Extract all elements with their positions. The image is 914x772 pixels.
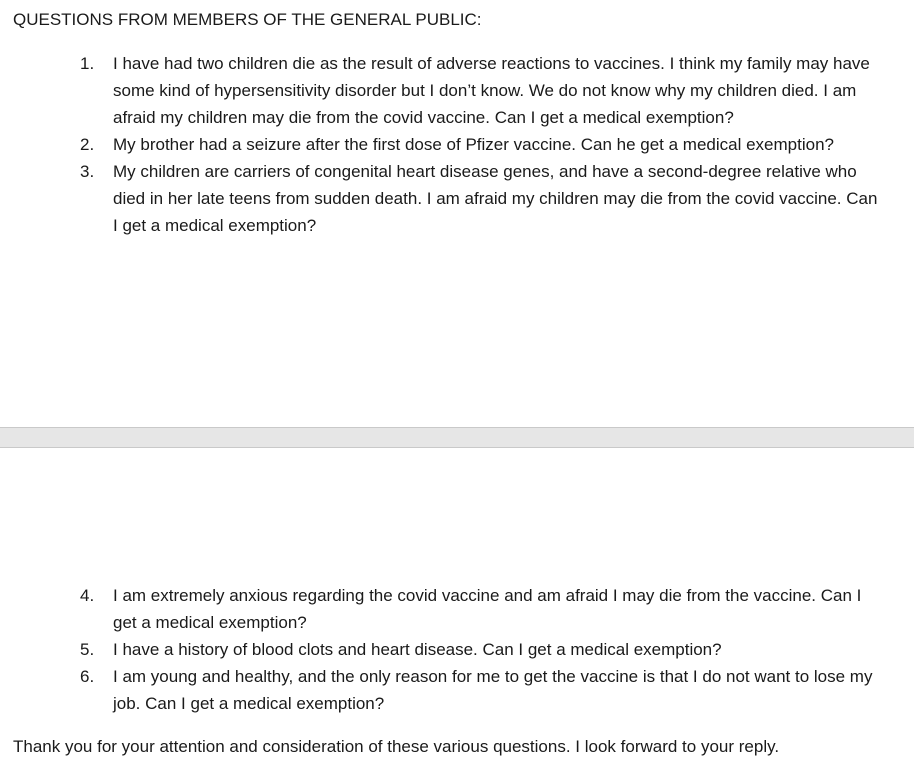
question-text: I am young and healthy, and the only reason for me to get the vaccine is that I do not want to lose my job. Can I get a medical exemption?: [113, 667, 873, 713]
question-item-1: [0, 50, 883, 131]
question-item-2: [0, 131, 883, 158]
question-text: I have a history of blood clots and heart disease. Can I get a medical exemption?: [113, 640, 722, 659]
question-number: 5.: [80, 640, 95, 659]
question-text: My brother had a seizure after the first dose of Pfizer vaccine. Can he get a medical exemption?: [113, 135, 834, 154]
question-number: 6.: [80, 667, 95, 686]
question-number: 4.: [80, 586, 95, 605]
question-item-3: [0, 158, 883, 239]
question-list-page-2: [0, 582, 900, 717]
question-item-5: [0, 636, 883, 663]
question-text: I am extremely anxious regarding the covid vaccine and am afraid I may die from the vaccine. Can I get a medical exemption?: [113, 586, 862, 632]
question-text: I have had two children die as the result of adverse reactions to vaccines. I think my family may have some kind of hypersensitivity disorder but I don’t know. We do not know why my children died. I am afraid my children may die from the covid vaccine. Can I get a medical exemption?: [113, 54, 870, 127]
question-number: 1.: [80, 54, 95, 73]
question-number: 2.: [80, 135, 95, 154]
question-number: 3.: [80, 162, 95, 181]
question-list-page-1: [0, 50, 900, 239]
question-item-4: [0, 582, 883, 636]
section-heading: QUESTIONS FROM MEMBERS OF THE GENERAL PUBLIC:: [13, 10, 482, 29]
page-break-separator: [0, 427, 914, 448]
question-text: My children are carriers of congenital heart disease genes, and have a second-degree relative who died in her late teens from sudden death. I am afraid my children may die from the covid vaccine. Can I get a medical exemption?: [113, 162, 878, 235]
closing-paragraph: Thank you for your attention and consideration of these various questions. I look forward to your reply.: [13, 737, 780, 756]
question-item-6: [0, 663, 883, 717]
